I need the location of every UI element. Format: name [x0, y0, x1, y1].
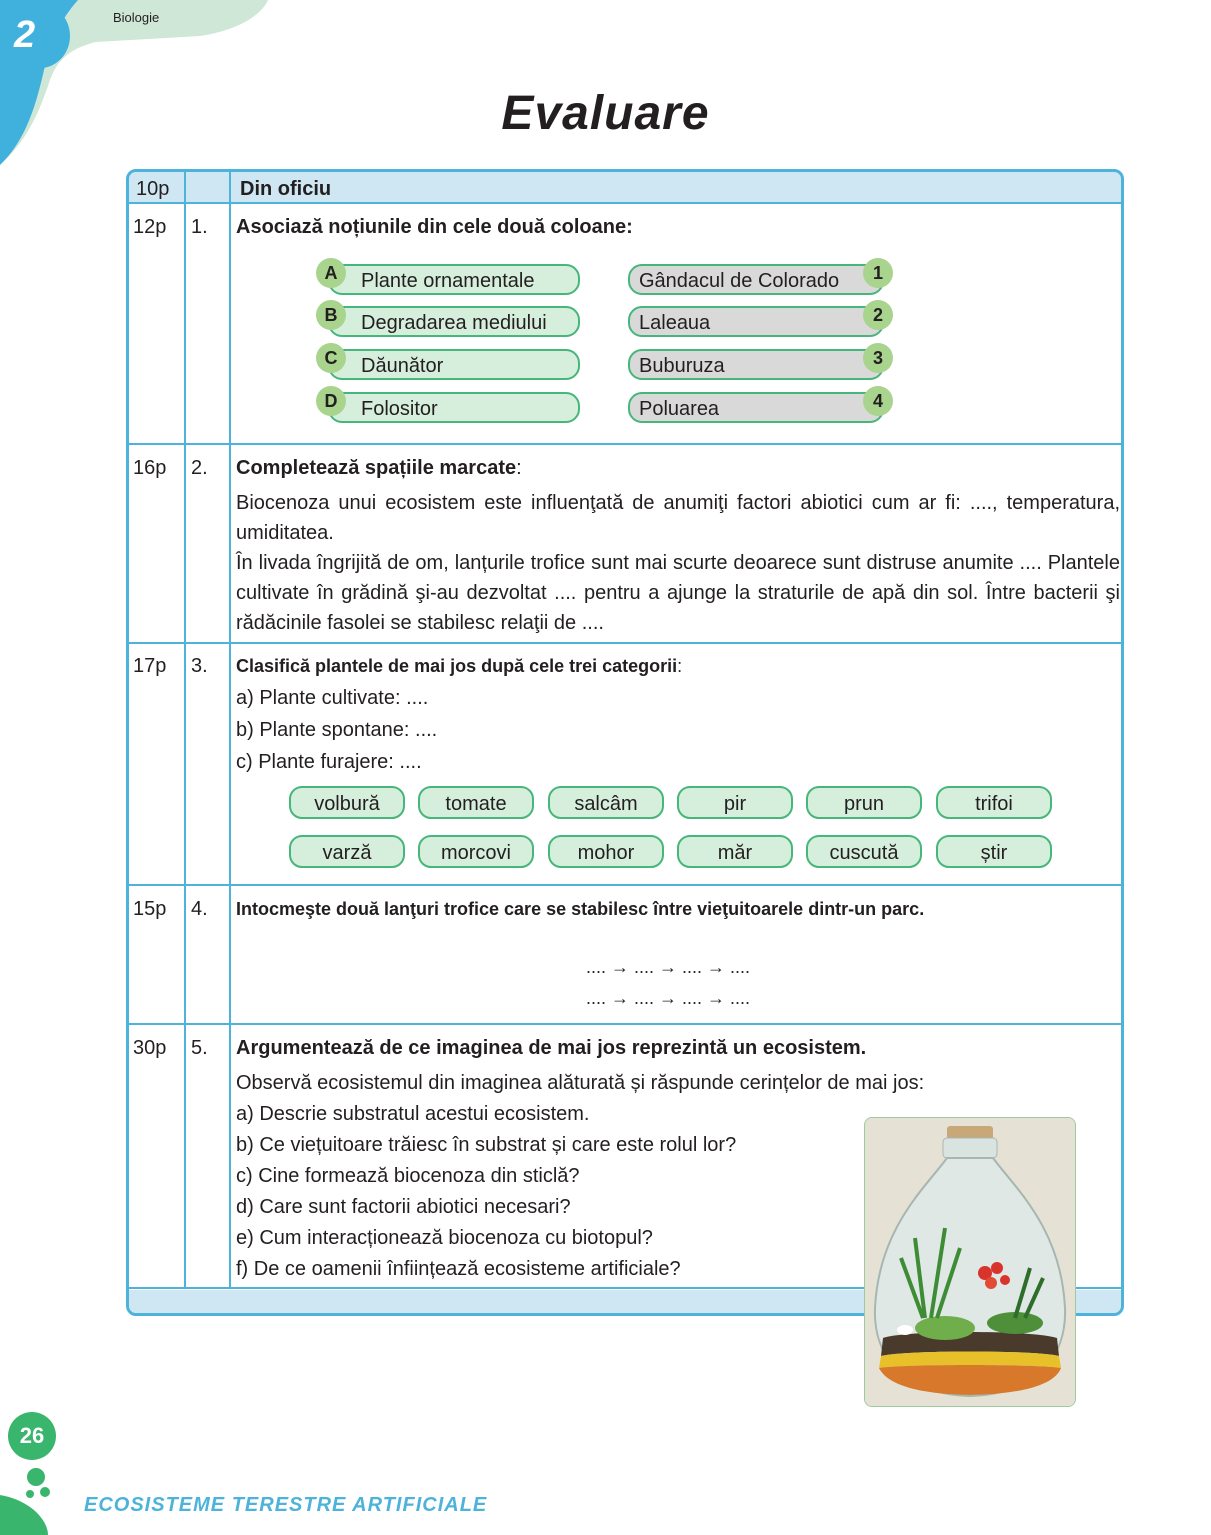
row-divider	[129, 884, 1121, 886]
page-number: 26	[19, 1423, 45, 1448]
match-badge: 2	[863, 300, 893, 330]
plant-chip[interactable]: măr	[677, 835, 793, 868]
plant-chip[interactable]: pir	[677, 786, 793, 819]
match-left-item[interactable]: Folositor	[328, 392, 580, 423]
q2-points: 16p	[133, 457, 167, 479]
match-badge: C	[316, 343, 346, 373]
food-chain: .... → .... → .... → ....	[586, 988, 751, 1008]
header-points: 10p	[136, 178, 170, 200]
q5-item: f) De ce oamenii înființează ecosisteme artificiale?	[236, 1258, 681, 1280]
terrarium-photo	[864, 1117, 1076, 1407]
q5-item: a) Descrie substratul acestui ecosistem.	[236, 1103, 590, 1125]
subject-label: Biologie	[113, 10, 160, 25]
header-label: Din oficiu	[240, 178, 332, 200]
plant-chip[interactable]: salcâm	[548, 786, 664, 819]
footer-chapter-title: ECOSISTEME TERESTRE ARTIFICIALE	[84, 1494, 488, 1516]
q1-title: Asociază noțiunile din cele două coloane:	[236, 216, 633, 238]
q5-number: 5.	[191, 1037, 208, 1059]
plant-chip[interactable]: știr	[936, 835, 1052, 868]
q5-points: 30p	[133, 1037, 167, 1059]
plant-chip[interactable]: cuscută	[806, 835, 922, 868]
q2-number: 2.	[191, 457, 208, 479]
q3-item: c) Plante furajere: ....	[236, 751, 422, 773]
q5-item: b) Ce viețuitoare trăiesc în substrat și care este rolul lor?	[236, 1134, 737, 1156]
q5-item: e) Cum interacționează biocenoza cu biotopul?	[236, 1227, 653, 1249]
q4-title: Intocmeşte două lanţuri trofice care se stabilesc între vieţuitoarele dintr-un parc.	[236, 899, 925, 919]
q3-points: 17p	[133, 655, 167, 677]
match-badge: 3	[863, 343, 893, 373]
plant-chip[interactable]: trifoi	[936, 786, 1052, 819]
column-divider	[229, 172, 231, 1288]
food-chain: .... → .... → .... → ....	[586, 957, 751, 977]
match-right-item[interactable]: Buburuza	[628, 349, 884, 380]
match-badge: A	[316, 258, 346, 288]
q5-item: c) Cine formează biocenoza din sticlă?	[236, 1165, 580, 1187]
match-badge: 4	[863, 386, 893, 416]
q1-number: 1.	[191, 216, 208, 238]
q3-item: a) Plante cultivate: ....	[236, 687, 429, 709]
plant-chip[interactable]: morcovi	[418, 835, 534, 868]
match-right-item[interactable]: Poluarea	[628, 392, 884, 423]
plant-chip[interactable]: volbură	[289, 786, 405, 819]
match-left-item[interactable]: Degradarea mediului	[328, 306, 580, 337]
row-divider	[129, 1023, 1121, 1025]
match-badge: D	[316, 386, 346, 416]
match-right-item[interactable]: Laleaua	[628, 306, 884, 337]
row-divider	[129, 202, 1121, 204]
q4-number: 4.	[191, 898, 208, 920]
match-badge: 1	[863, 258, 893, 288]
q1-points: 12p	[133, 216, 167, 238]
q5-title: Argumentează de ce imaginea de mai jos reprezintă un ecosistem.	[236, 1037, 867, 1059]
plant-chip[interactable]: varză	[289, 835, 405, 868]
match-left-item[interactable]: Plante ornamentale	[328, 264, 580, 295]
q3-item: b) Plante spontane: ....	[236, 719, 438, 741]
header-decoration	[0, 0, 280, 170]
row-divider	[129, 642, 1121, 644]
q3-number: 3.	[191, 655, 208, 677]
match-right-item[interactable]: Gândacul de Colorado	[628, 264, 884, 295]
q2-paragraph: Biocenoza unui ecosistem este influenţată de anumiţi factori abiotici cum ar fi: ...., temperatura, umiditatea.	[236, 492, 1120, 544]
q5-intro: Observă ecosistemul din imaginea alăturată și răspunde cerințelor de mai jos:	[236, 1072, 925, 1094]
q5-item: d) Care sunt factorii abiotici necesari?	[236, 1196, 571, 1218]
q2-paragraph: În livada îngrijită de om, lanțurile trofice sunt mai scurte deoarece sunt distruse anumite .... Plantele cultivate în grădină şi-au dezvoltat .... pentru a ajunge la straturile de apă din sol. Între bacterii şi rădăcinile fasolei se stabilesc relaţii de ....	[236, 552, 1120, 634]
plant-chip[interactable]: tomate	[418, 786, 534, 819]
q3-title: Clasifică plantele de mai jos după cele trei categorii:	[236, 656, 683, 676]
row-divider	[129, 443, 1121, 445]
q2-title: Completează spațiile marcate:	[236, 457, 522, 479]
plant-chip[interactable]: mohor	[548, 835, 664, 868]
q4-points: 15p	[133, 898, 167, 920]
match-left-item[interactable]: Dăunător	[328, 349, 580, 380]
page-title: Evaluare	[501, 87, 710, 140]
plant-chip[interactable]: prun	[806, 786, 922, 819]
chapter-number: 2	[14, 14, 36, 56]
column-divider	[184, 172, 186, 1288]
match-badge: B	[316, 300, 346, 330]
